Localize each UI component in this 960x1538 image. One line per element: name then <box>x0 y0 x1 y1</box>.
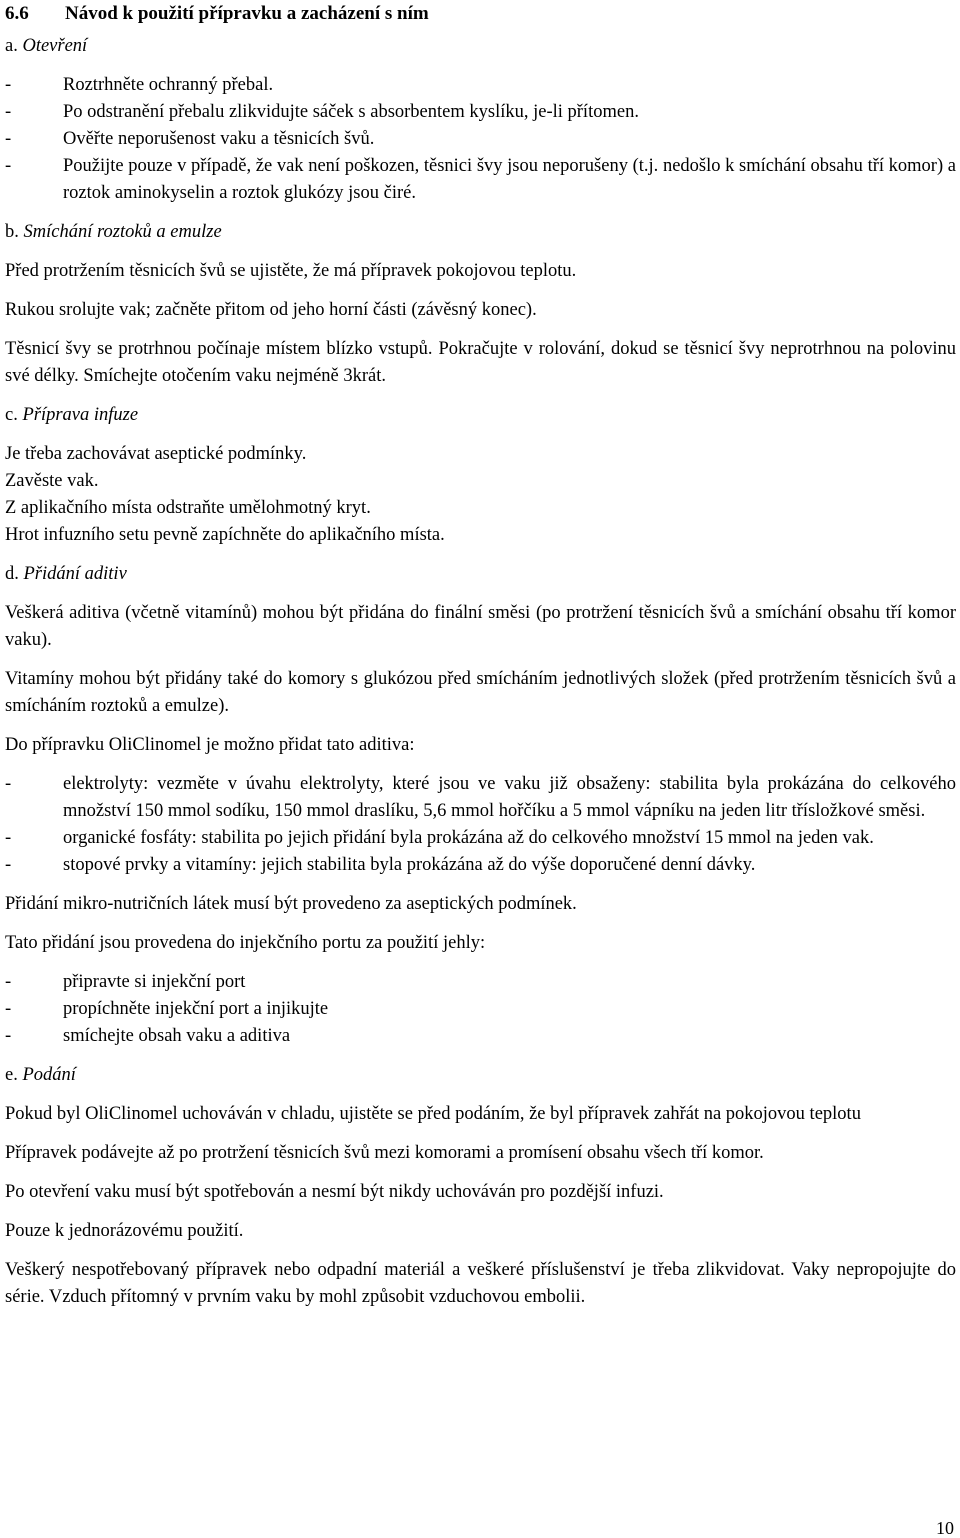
bullet-dash: - <box>5 855 12 875</box>
list-item: - elektrolyty: vezměte v úvahu elektrolyty, které jsou ve vaku již obsaženy: stabilita byla prokázána do celkového množství 150 mmol sodíku, 150 mmol draslíku, 5,6 mmol hořčíku a 5 mmol vápníku na jeden litr třísložkové směsi. <box>5 771 956 825</box>
paragraph: Veškerý nespotřebovaný přípravek nebo odpadní materiál a veškeré příslušenství je třeba zlikvidovat. Vaky nepropojujte do série. Vzduch přítomný v prvním vaku by mohl způsobit vzduchovou embolii. <box>5 1260 956 1307</box>
injection-steps-list <box>5 969 956 1050</box>
text-line: Z aplikačního místa odstraňte umělohmotný kryt. <box>5 498 371 518</box>
opening-steps-list <box>5 72 956 207</box>
subsection-title: Smíchání roztoků a emulze <box>23 222 222 242</box>
subsection-letter: a. <box>5 36 18 56</box>
subsection-letter: d. <box>5 564 19 584</box>
text-line: Zavěste vak. <box>5 471 99 491</box>
list-item: - stopové prvky a vitamíny: jejich stabilita byla prokázána až do výše doporučené denní dávky. <box>5 852 956 879</box>
page-number: 10 <box>936 1518 954 1538</box>
paragraph: Pokud byl OliClinomel uchováván v chladu, ujistěte se před podáním, že byl přípravek zahřát na pokojovou teplotu <box>5 1104 861 1124</box>
subsection-title: Podání <box>22 1065 76 1085</box>
list-item: - propíchněte injekční port a injikujte <box>5 996 956 1023</box>
paragraph: Veškerá aditiva (včetně vitamínů) mohou být přidána do finální směsi (po protržení těsnicích švů a smíchání obsahu tří komor vaku). <box>5 603 956 650</box>
subsection-d-heading <box>5 561 956 588</box>
bullet-dash: - <box>5 1026 12 1046</box>
list-item: - smíchejte obsah vaku a aditiva <box>5 1023 956 1050</box>
subsection-b-heading <box>5 219 956 246</box>
section-title: Návod k použití přípravku a zacházení s ním <box>65 3 429 24</box>
subsection-title: Přidání aditiv <box>23 564 127 584</box>
subsection-a-heading <box>5 33 956 60</box>
subsection-c-heading <box>5 402 956 429</box>
bullet-dash: - <box>5 828 12 848</box>
subsection-letter: e. <box>5 1065 18 1085</box>
paragraph: Přidání mikro-nutričních látek musí být provedeno za aseptických podmínek. <box>5 894 577 914</box>
subsection-e-heading <box>5 1062 956 1089</box>
paragraph: Vitamíny mohou být přidány také do komory s glukózou před smícháním jednotlivých složek (před protržením těsnicích švů a smícháním roztoků a emulze). <box>5 669 956 716</box>
paragraph: Pouze k jednorázovému použití. <box>5 1221 244 1241</box>
bullet-dash: - <box>5 156 12 176</box>
text-line: Hrot infuzního setu pevně zapíchněte do aplikačního místa. <box>5 525 445 545</box>
list-item: - Po odstranění přebalu zlikvidujte sáček s absorbentem kyslíku, je-li přítomen. <box>5 99 956 126</box>
list-item: - Ověřte neporušenost vaku a těsnicích švů. <box>5 126 956 153</box>
document-page <box>5 0 956 1311</box>
paragraph: Přípravek podávejte až po protržení těsnicích švů mezi komorami a promísení obsahu všech tří komor. <box>5 1143 764 1163</box>
paragraph: Před protržením těsnicích švů se ujistěte, že má přípravek pokojovou teplotu. <box>5 261 577 281</box>
text-line: Je třeba zachovávat aseptické podmínky. <box>5 444 307 464</box>
bullet-dash: - <box>5 102 12 122</box>
subsection-letter: c. <box>5 405 18 425</box>
list-item: - organické fosfáty: stabilita po jejich přidání byla prokázána až do celkového množství 15 mmol na jeden vak. <box>5 825 956 852</box>
additives-list <box>5 771 956 879</box>
subsection-title: Příprava infuze <box>22 405 139 425</box>
paragraph: Rukou srolujte vak; začněte přitom od jeho horní části (závěsný konec). <box>5 300 537 320</box>
subsection-letter: b. <box>5 222 19 242</box>
section-heading <box>5 0 956 27</box>
bullet-dash: - <box>5 75 12 95</box>
list-item: - Roztrhněte ochranný přebal. <box>5 72 956 99</box>
bullet-dash: - <box>5 972 12 992</box>
paragraph: Těsnicí švy se protrhnou počínaje místem blízko vstupů. Pokračujte v rolování, dokud se těsnicí švy neprotrhnou na polovinu své délky. Smíchejte otočením vaku nejméně 3krát. <box>5 339 956 386</box>
paragraph: Po otevření vaku musí být spotřebován a nesmí být nikdy uchováván pro pozdější infuzi. <box>5 1182 664 1202</box>
bullet-dash: - <box>5 129 12 149</box>
paragraph: Do přípravku OliClinomel je možno přidat tato aditiva: <box>5 735 415 755</box>
subsection-title: Otevření <box>22 36 88 56</box>
section-number: 6.6 <box>5 3 29 24</box>
infusion-steps <box>5 441 956 549</box>
list-item: - připravte si injekční port <box>5 969 956 996</box>
bullet-dash: - <box>5 999 12 1019</box>
paragraph: Tato přidání jsou provedena do injekčního portu za použití jehly: <box>5 933 486 953</box>
list-item: - Použijte pouze v případě, že vak není poškozen, těsnici švy jsou neporušeny (t.j. nedošlo k smíchání obsahu tří komor) a roztok aminokyselin a roztok glukózy jsou čiré. <box>5 153 956 207</box>
bullet-dash: - <box>5 774 12 794</box>
